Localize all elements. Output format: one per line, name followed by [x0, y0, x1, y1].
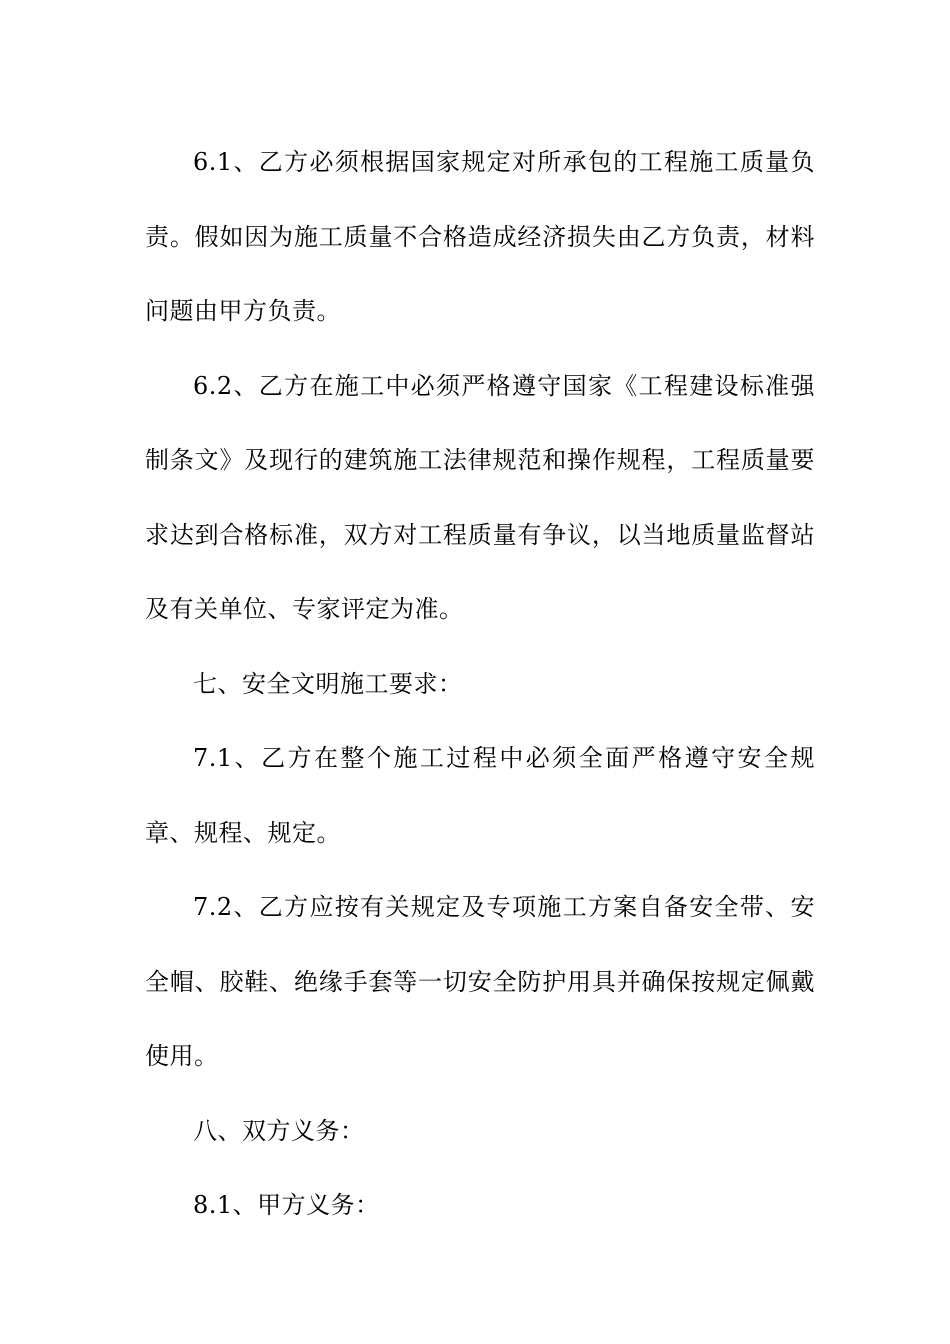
document-body — [145, 125, 815, 1243]
paragraph-8-1: 8.1、甲方义务： — [193, 1191, 380, 1219]
paragraph-7-1: 7.1、乙方在整个施工过程中必须全面严格遵守安全规章、规程、规定。 — [145, 744, 815, 847]
section-heading-7: 七、安全文明施工要求： — [193, 669, 463, 698]
paragraph-6-2: 6.2、乙方在施工中必须严格遵守国家《工程建设标准强制条文》及现行的建筑施工法律规范和操作规程，工程质量要求达到合格标准，双方对工程质量有争议，以当地质量监督站及有关单位、专家评定为准。 — [145, 371, 815, 623]
section-heading-8: 八、双方义务： — [193, 1116, 365, 1145]
paragraph-7-2: 7.2、乙方应按有关规定及专项施工方案自备安全带、安全帽、胶鞋、绝缘手套等一切安全防护用具并确保按规定佩戴使用。 — [145, 893, 815, 1070]
paragraph-6-1: 6.1、乙方必须根据国家规定对所承包的工程施工质量负责。假如因为施工质量不合格造成经济损失由乙方负责，材料问题由甲方负责。 — [145, 148, 815, 325]
